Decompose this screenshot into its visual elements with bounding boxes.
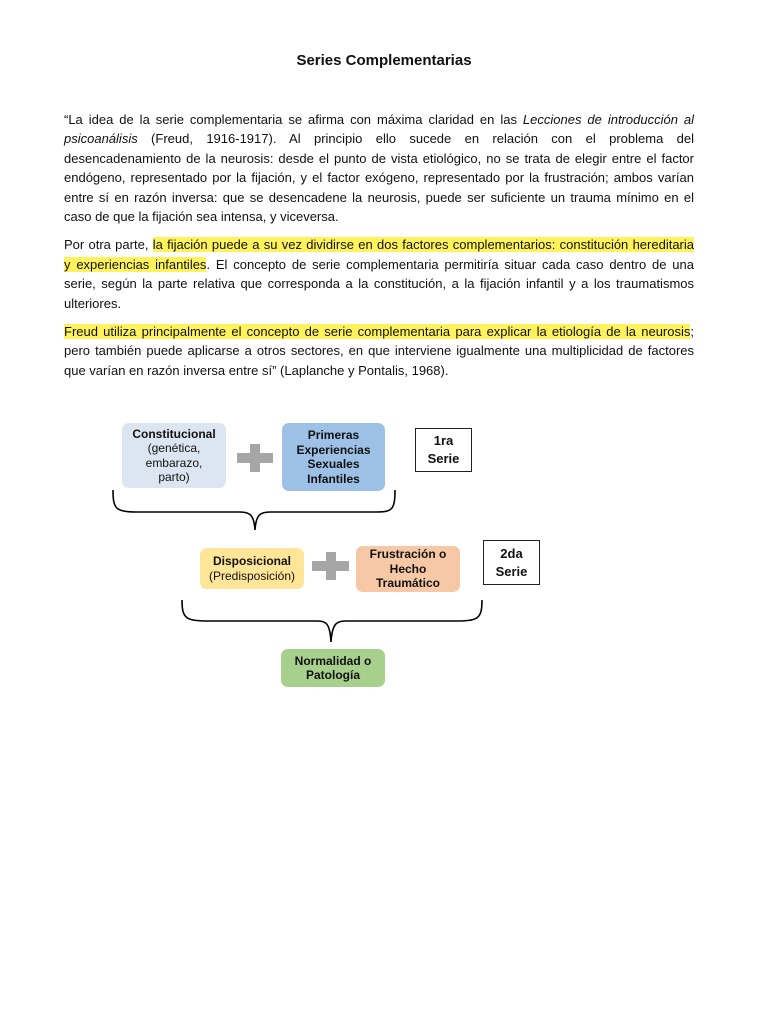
paragraph-text: “La idea de la serie complementaria se afirma con máxima claridad en las: [64, 112, 523, 127]
box-title: Constitucional: [132, 426, 216, 441]
box-line: Patología: [305, 668, 360, 682]
primeras-experiencias-box: [282, 423, 385, 491]
box-line: Infantiles: [307, 471, 360, 486]
book-title: Lecciones de introducción al psicoanálisis: [64, 112, 694, 147]
highlighted-text: la fijación puede a su vez dividirse en dos factores complementarios: constitución hereditaria y experiencias infantiles: [64, 237, 694, 272]
plus-icon: [237, 444, 273, 472]
brace-icon: [182, 600, 482, 642]
box-line: Serie: [427, 451, 460, 466]
box-detail: (genética,: [147, 441, 201, 455]
box-line: Traumático: [375, 576, 441, 591]
brace-icon: [113, 490, 395, 530]
box-line: Primeras: [307, 428, 360, 442]
highlighted-text: Freud utiliza principalmente el concepto de serie complementaria para explicar la etiología de la neurosis: [64, 324, 691, 340]
frustracion-box: [356, 546, 460, 592]
box-line: Sexuales: [307, 457, 360, 471]
serie-2-label: [483, 540, 540, 585]
resultado-box: [281, 649, 385, 687]
box-detail: parto): [158, 470, 190, 484]
box-detail: (Predisposición): [208, 568, 296, 583]
paragraph-text: . El concepto de serie complementaria permitiría situar cada caso dentro de una serie, según la parte relativa que corresponda a la constitución, a la fijación infantil y a los traumatismos ulteriores.: [64, 256, 694, 311]
box-line: Serie: [495, 563, 528, 579]
box-detail: embarazo,: [145, 455, 203, 470]
page-title: Series Complementarias: [296, 52, 472, 69]
box-title: Disposicional: [212, 554, 291, 568]
box-line: Experiencias: [296, 442, 371, 457]
paragraph-text: (Freud, 1916-1917). Al principio ello sucede en relación con el problema del desencadenamiento de la neurosis: desde el punto de vista etiológico, no se trata de elegir entre el factor endógeno, representado por la fijación, y el factor exógeno, representado por la frustración; ambos varían entre sí en razón inversa: que se desencadene la neurosis, puede ser suficiente un trauma mínimo en el caso de que la fijación sea intensa, y viceversa.: [64, 131, 694, 225]
box-line: Normalidad o: [294, 653, 372, 668]
serie-1-label: [415, 428, 472, 472]
paragraph-text: Por otra parte,: [64, 237, 153, 253]
box-line: 2da: [500, 545, 523, 561]
box-line: Frustración o: [369, 547, 447, 562]
box-line: Hecho: [389, 561, 427, 576]
constitucional-box: [122, 423, 226, 488]
box-line: 1ra: [433, 433, 454, 448]
paragraph-text: ; pero también puede aplicarse a otros sectores, en que interviene igualmente una multiplicidad de factores que varían en razón inversa entre sí” (Laplanche y Pontalis, 1968).: [64, 324, 694, 378]
disposicional-box: [200, 548, 304, 589]
plus-icon: [312, 552, 349, 580]
